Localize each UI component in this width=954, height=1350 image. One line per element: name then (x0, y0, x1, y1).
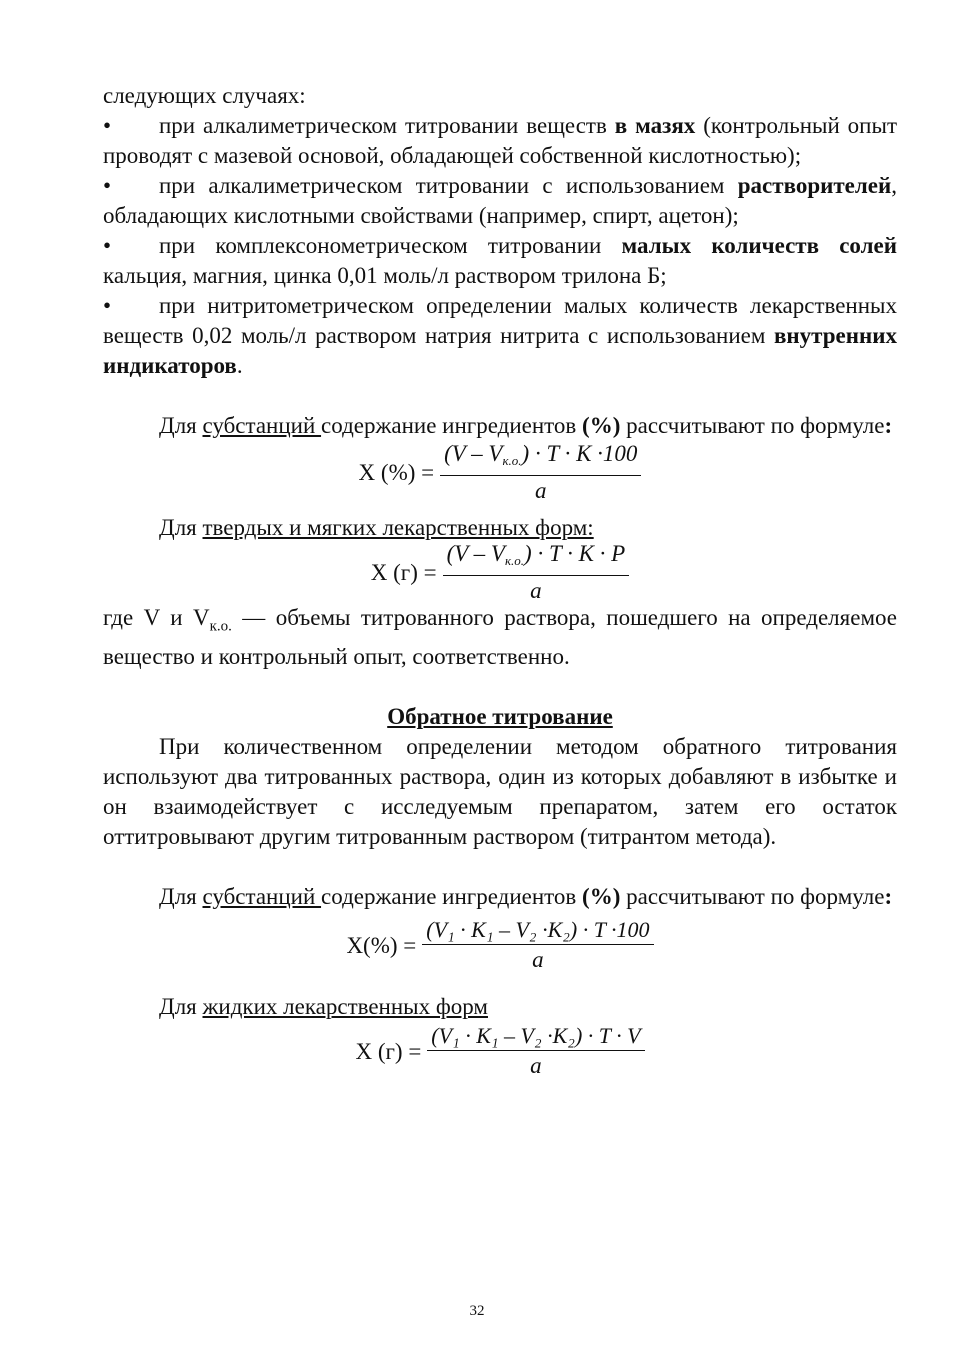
list-item: • при нитритометрическом определении малых количеств лекарственных веществ 0,02 моль/л раствором натрия нитрита с использованием внутренних индикаторов. (103, 293, 897, 378)
fraction: $\frac{(V - V_{к.о.}) \cdot T \cdot K \cdot 100}{a}$ (440, 440, 641, 506)
page-content (103, 81, 897, 1082)
fraction: $\frac{(V - V_{к.о.}) \cdot T \cdot K \cdot P}{a}$ (443, 540, 630, 606)
formula-direct-grams: X (г) = $\frac{(V - V_{к.о.}) \cdot T \cdot K \cdot P}{a}$ (103, 543, 897, 603)
section-heading: Обратное титрование (387, 703, 613, 729)
paragraph-substances-percent-2: Для субстанций содержание ингредиентов (%) рассчитывают по формуле: (159, 883, 893, 909)
paragraph-back-titration: При количественном определении методом обратного титрования используют два титрованных раствора, один из которых добавляют в избытке и он взаимодействует с исследуемым препаратом, затем его остаток оттитровывают другим титрованным раствором (титрантом метода). (103, 733, 897, 849)
fraction: $\frac{\text{(V₁ · K₁ – V₂ ·K₂) · T · V}}{a}$ (427, 1022, 644, 1081)
paragraph-substances-percent: Для субстанций содержание ингредиентов (%) рассчитывают по формуле: (159, 413, 893, 438)
paragraph-solid-forms: Для твердых и мягких лекарственных форм: (159, 515, 594, 540)
bullet-icon: • (103, 113, 112, 138)
list-item: • при алкалиметрическом титровании веществ в мазях (контрольный опыт проводят с мазевой основой, обладающей собственной кислотностью); (103, 113, 897, 168)
paragraph-liquid-forms: Для жидких лекарственных форм (159, 993, 488, 1019)
bullet-icon: • (103, 173, 112, 198)
formula-back-grams: X (г) = $\frac{\text{(V₁ · K₁ – V₂ ·K₂) · T · V}}{a}$ (103, 1022, 897, 1082)
list-item: • при комплексонометрическом титровании малых количеств солей кальция, магния, цинка 0,01 моль/л раствором трилона Б; (103, 233, 897, 288)
paragraph-where: где V и $V_{к.о.}$ — объемы титрованного раствора, пошедшего на определяемое вещество и контрольный опыт, соответственно. (103, 605, 897, 669)
formula-direct-percent: X (%) = $\frac{(V - V_{к.о.}) \cdot T \cdot K \cdot 100}{a}$ (103, 441, 897, 505)
bullet-icon: • (103, 233, 112, 258)
intro-line: следующих случаях: (103, 83, 306, 108)
list-item: • при алкалиметрическом титровании с использованием растворителей, обладающих кислотными свойствами (например, спирт, ацетон); (103, 173, 897, 228)
page-number: 32 (469, 1303, 485, 1319)
formula-back-percent: X(%) = $\frac{\text{(V₁ · K₁ – V₂ ·K₂) · T ·100}}{a}$ (103, 912, 897, 980)
bullet-icon: • (103, 293, 112, 318)
fraction: $\frac{\text{(V₁ · K₁ – V₂ ·K₂) · T ·100}}{a}$ (422, 916, 653, 975)
